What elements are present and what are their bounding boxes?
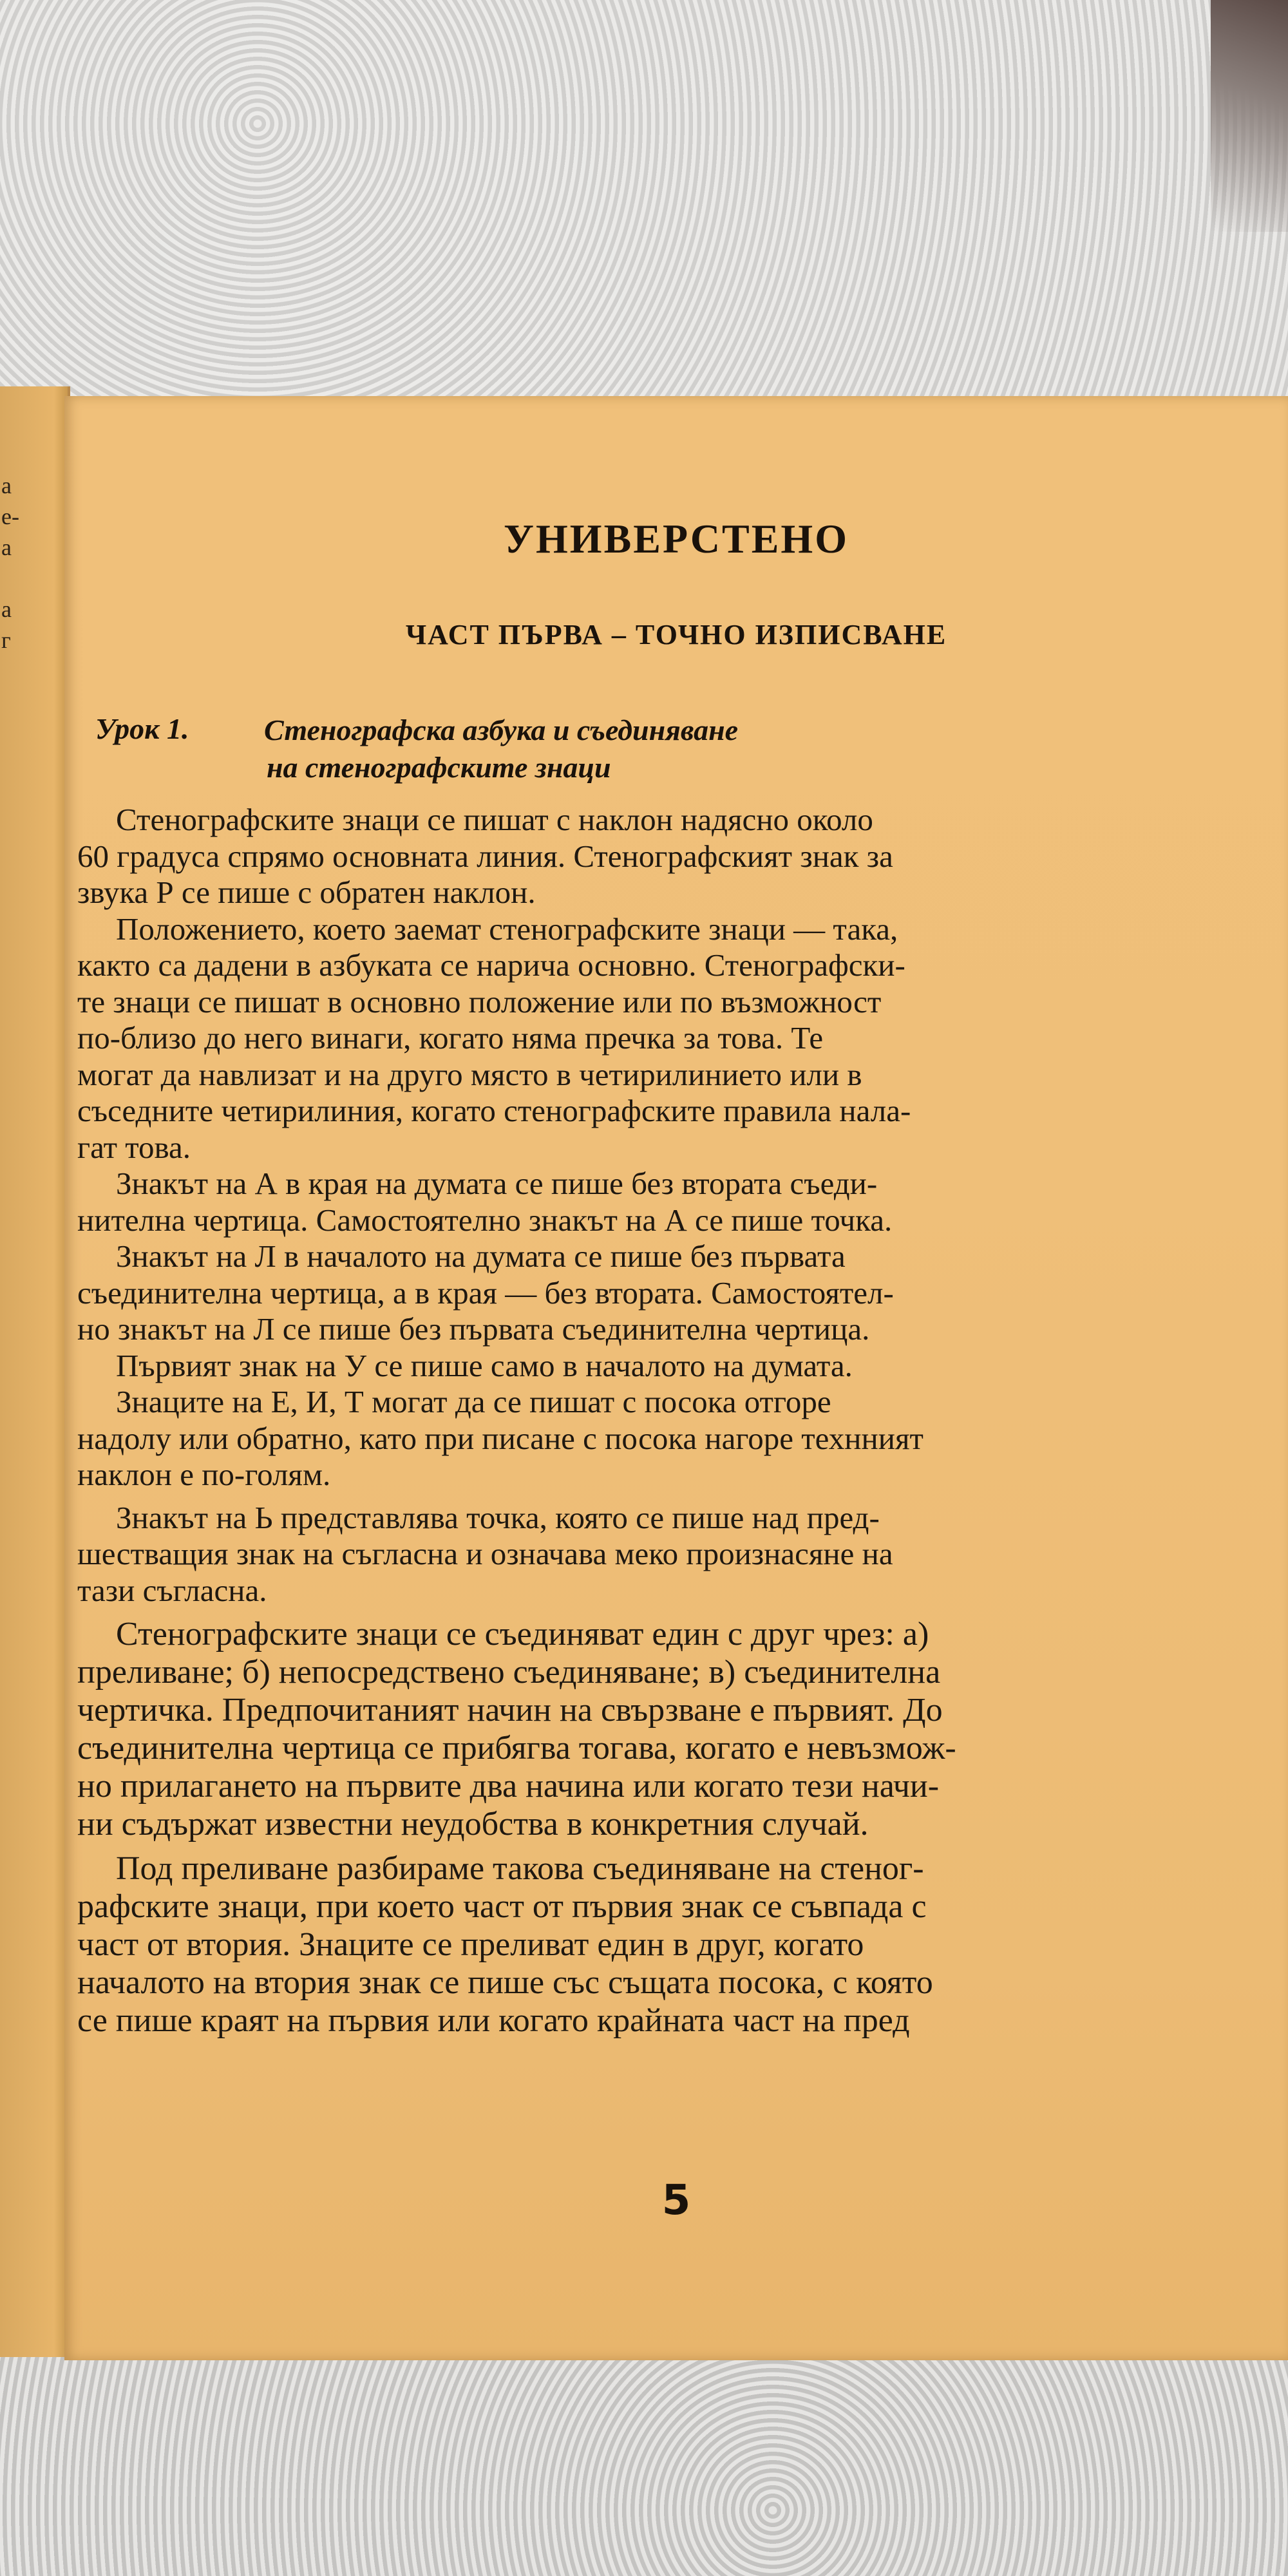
paragraph-gap	[77, 1493, 1288, 1500]
paragraph-gap	[77, 1843, 1288, 1850]
lesson-title	[264, 712, 1037, 786]
background-fabric-bottom	[0, 2357, 1288, 2576]
text-line: по-близо до него винаги, когато няма пречка за това. Те	[77, 1020, 824, 1056]
background-fabric-top	[0, 0, 1288, 412]
text-line: Знакът на Ь представлява точка, която се пише над пред-	[116, 1499, 880, 1535]
text-line: рафските знаци, при което част от първия знак се съвпада с	[77, 1888, 927, 1925]
previous-page-fragment: а	[1, 473, 12, 498]
lesson-number: Урок 1.	[95, 712, 189, 745]
text-line: тази съгласна.	[77, 1572, 267, 1608]
text-line: началото на втория знак се пише със същата посока, с която	[77, 1964, 933, 2001]
text-line: могат да навлизат и на друго място в четирилинието или в	[77, 1056, 862, 1092]
previous-page-text	[1, 470, 27, 656]
text-line: те знаци се пишат в основно положение или по възможност	[77, 983, 882, 1019]
previous-page-fragment	[1, 563, 27, 594]
text-line: надолу или обратно, като при писане с посока нагоре технният	[77, 1420, 923, 1456]
background-corner	[1211, 0, 1288, 232]
text-line: шестващия знак на съгласна и означава меко произнасяне на	[77, 1536, 893, 1571]
text-line: Положението, което заемат стенографските знаци — така,	[116, 911, 898, 947]
text-line: Знакът на А в края на думата се пише без втората съеди-	[116, 1166, 878, 1201]
previous-page-fragment: е-	[1, 504, 19, 529]
previous-page-fragment: г	[1, 627, 11, 653]
text-line: звука Р се пише с обратен наклон.	[77, 875, 536, 910]
text-line: Знакът на Л в началото на думата се пише без първата	[116, 1238, 846, 1274]
text-line: но знакът на Л се пише без първата съединителна чертица.	[77, 1311, 870, 1347]
text-line: 60 градуса спрямо основната линия. Стенографският знак за	[77, 838, 893, 874]
text-line: съседните четирилиния, когато стенографските правила нала-	[77, 1093, 911, 1128]
text-line: ни съдържат известни неудобства в конкретния случай.	[77, 1806, 869, 1842]
body-text	[77, 802, 1288, 2040]
text-line: наклон е по-голям.	[77, 1457, 331, 1492]
text-line: част от втория. Знаците се преливат един в друг, когато	[77, 1926, 864, 1963]
page-number: 5	[661, 2177, 691, 2224]
paragraph-gap	[77, 1609, 1288, 1615]
text-line: гат това.	[77, 1129, 191, 1165]
text-line: чертичка. Предпочитаният начин на свързване е първият. До	[77, 1692, 943, 1728]
text-line: съединителна чертица се прибягва тогава, когато е невъзмож-	[77, 1730, 956, 1766]
text-line: преливане; б) непосредствено съединяване; в) съединителна	[77, 1654, 941, 1690]
text-line: нителна чертица. Самостоятелно знакът на А се пише точка.	[77, 1202, 893, 1238]
part-heading: ЧАСТ ПЪРВА – ТОЧНО ИЗПИСВАНЕ	[405, 619, 947, 650]
previous-page-edge	[0, 386, 70, 2357]
text-line: Знаците на Е, И, Т могат да се пишат с посока отгоре	[116, 1384, 831, 1419]
previous-page-fragment: а	[1, 535, 12, 560]
text-line: Под преливане разбираме такова съединяване на стеног-	[116, 1850, 924, 1887]
text-line: Стенографските знаци се съединяват един с друг чрез: а)	[116, 1616, 929, 1653]
text-line: но прилагането на първите два начина или когато тези начи-	[77, 1768, 940, 1804]
page-title: УНИВЕРСТЕНО	[504, 516, 849, 562]
text-line: Стенографските знаци се пишат с наклон надясно около	[116, 802, 873, 837]
book-page	[64, 396, 1288, 2360]
lesson-title-line-1: Стенографска азбука и съединяване	[264, 714, 739, 746]
text-line: както са дадени в азбуката се нарича основно. Стенографски-	[77, 947, 905, 983]
text-line: Първият знак на У се пише само в началото на думата.	[116, 1347, 853, 1383]
previous-page-fragment: а	[1, 596, 12, 622]
text-line: съединителна чертица, а в края — без втората. Самостоятел-	[77, 1274, 894, 1311]
lesson-title-line-2: на стенографските знаци	[267, 751, 611, 784]
text-line: се пише краят на първия или когато крайната част на пред	[77, 2002, 910, 2039]
